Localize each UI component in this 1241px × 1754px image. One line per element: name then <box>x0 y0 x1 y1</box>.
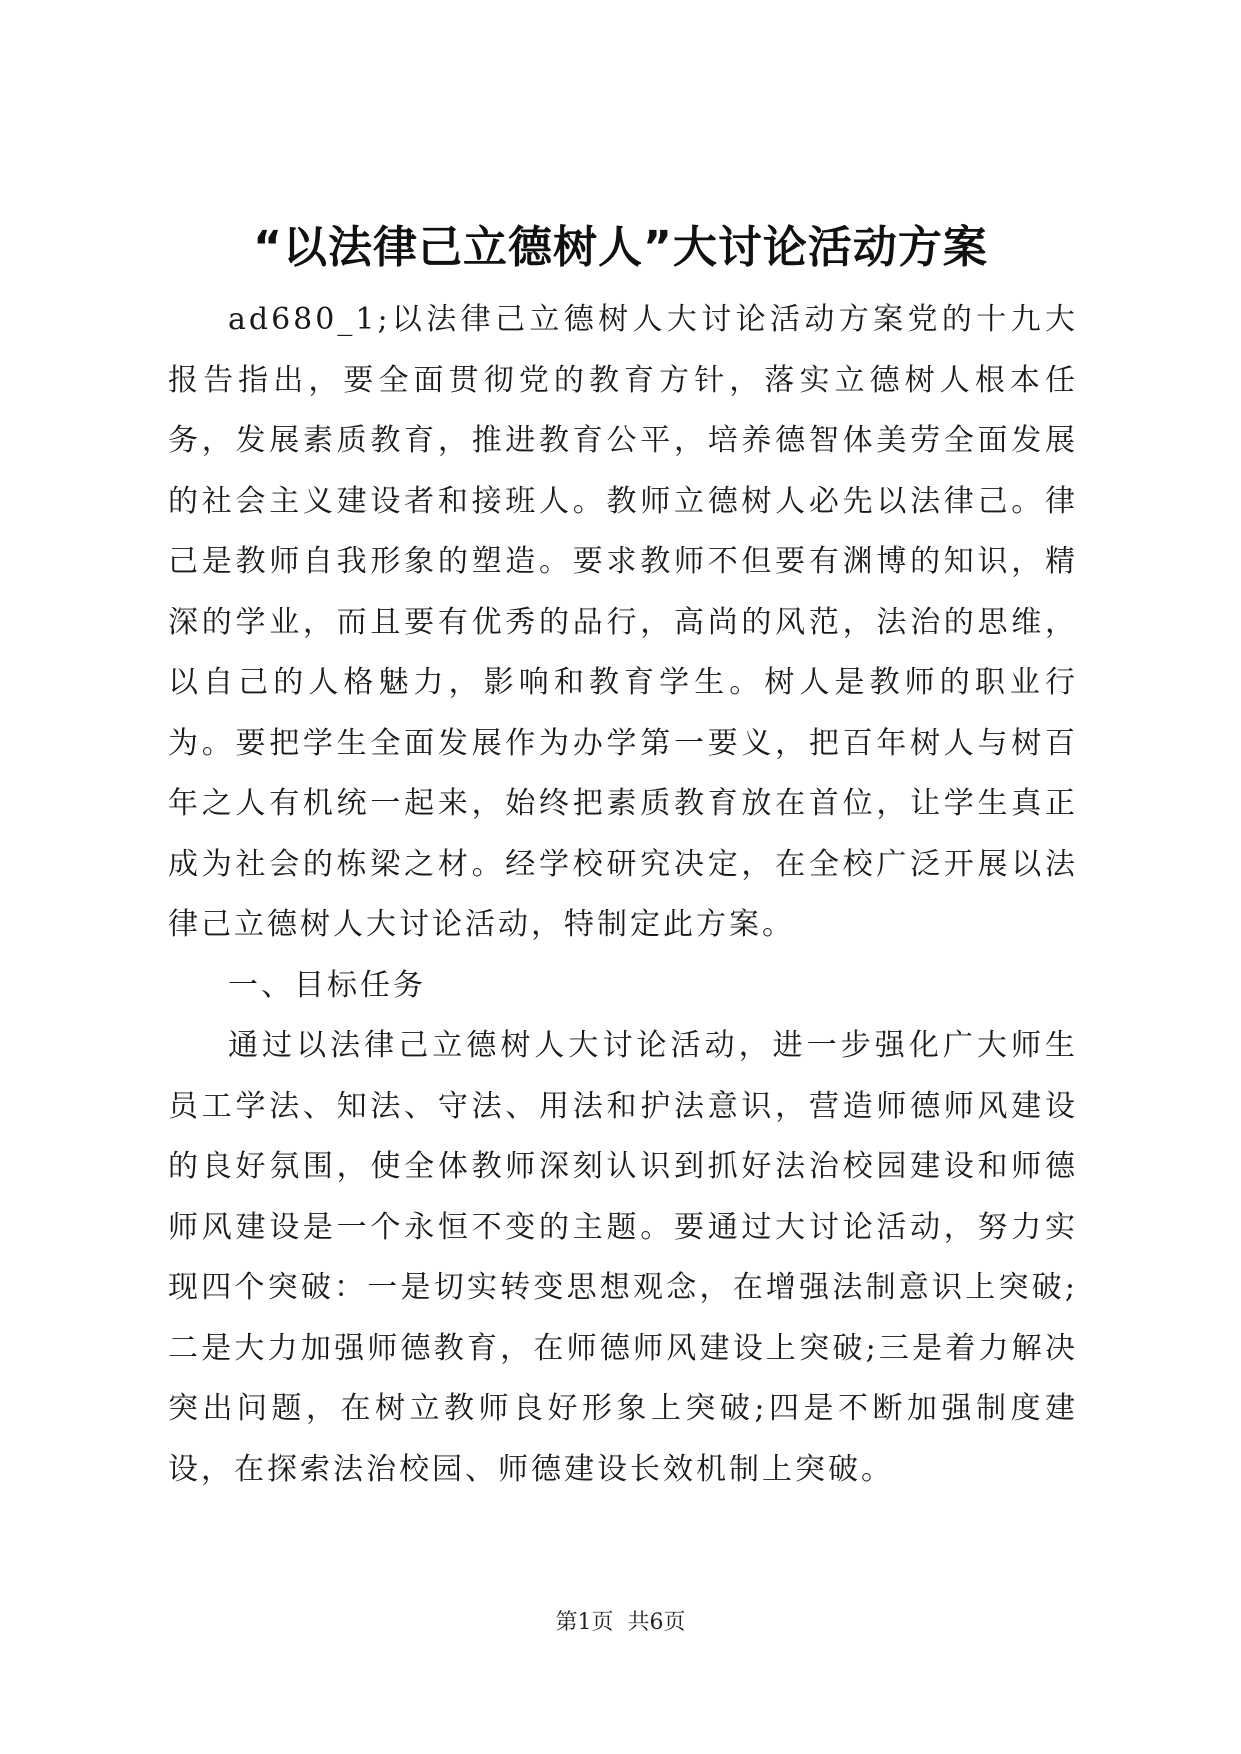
goals-paragraph: 通过以法律己立德树人大讨论活动，进一步强化广大师生员工学法、知法、守法、用法和护法意识，营造师德师风建设的良好氛围，使全体教师深刻认识到抓好法治校园建设和师德师风建设是一个永恒不变的主题。要通过大讨论活动，努力实现四个突破：一是切实转变思想观念，在增强法制意识上突破;二是大力加强师德教育，在师德师风建设上突破;三是着力解决突出问题，在树立教师良好形象上突破;四是不断加强制度建设，在探索法治校园、师德建设长效机制上突破。 <box>168 1028 1078 1487</box>
intro-paragraph: ad680_1;以法律己立德树人大讨论活动方案党的十九大报告指出，要全面贯彻党的教育方针，落实立德树人根本任务，发展素质教育，推进教育公平，培养德智体美劳全面发展的社会主义建设者和接班人。教师立德树人必先以法律己。律己是教师自我形象的塑造。要求教师不但要有渊博的知识，精深的学业，而且要有优秀的品行，高尚的风范，法治的思维，以自己的人格魅力，影响和教育学生。树人是教师的职业行为。要把学生全面发展作为办学第一要义，把百年树人与树百年之人有机统一起来，始终把素质教育放在首位，让学生真正成为社会的栋梁之材。经学校研究决定，在全校广泛开展以法律己立德树人大讨论活动，特制定此方案。 <box>168 302 1078 942</box>
page-footer <box>0 1608 1241 1638</box>
page-total: 共6页 <box>627 1610 686 1635</box>
page-number: 第1页 <box>555 1610 614 1635</box>
document-title: “以法律己立德树人”大讨论活动方案 <box>253 222 988 273</box>
document-body <box>168 290 1078 1500</box>
section-heading-goals: 一、目标任务 <box>228 967 426 1003</box>
